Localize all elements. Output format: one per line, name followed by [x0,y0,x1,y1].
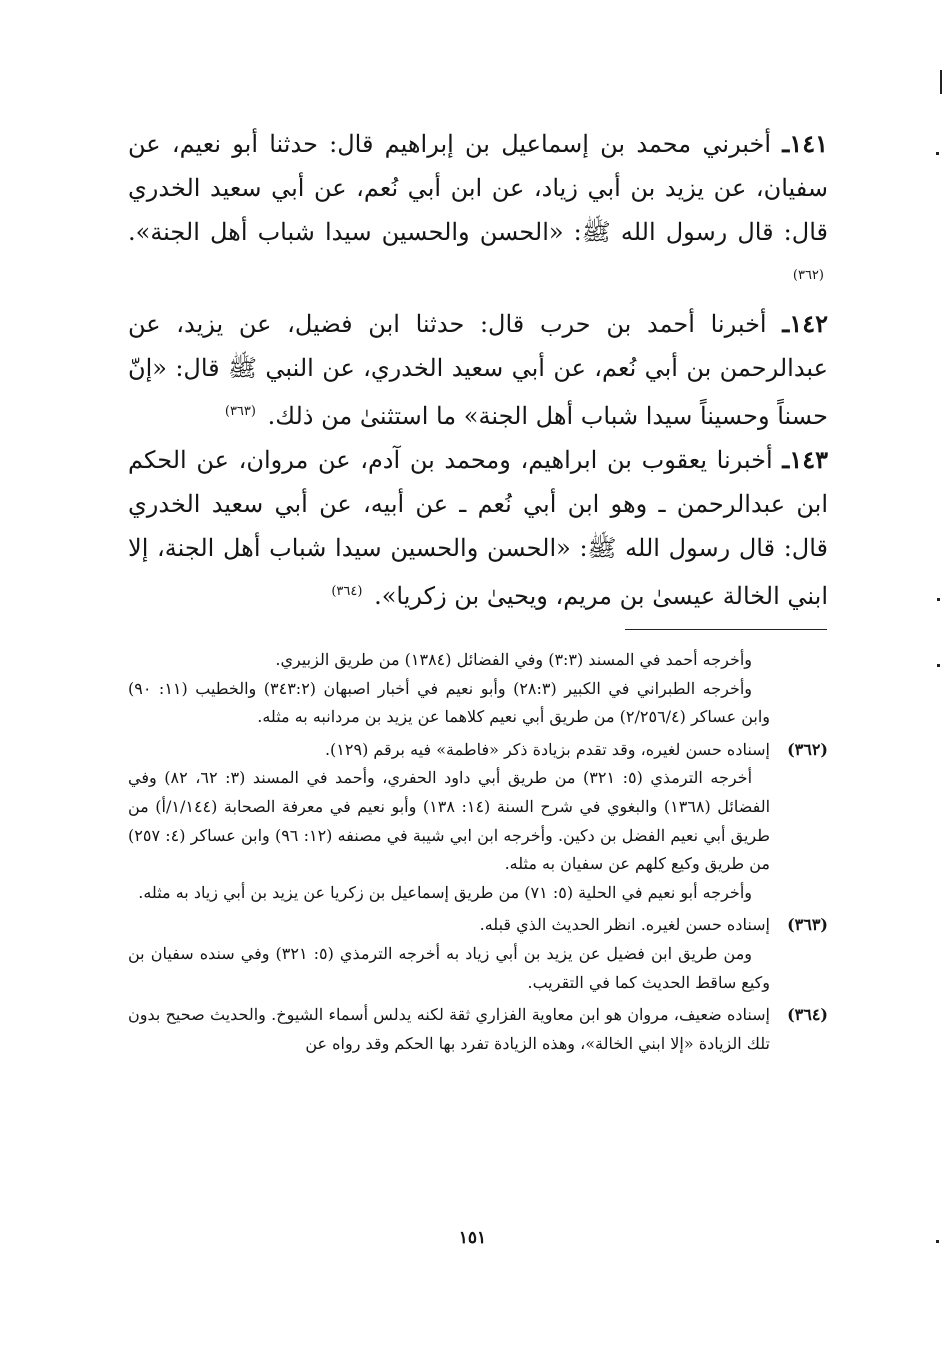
main-text-block [128,122,828,618]
hadith-number: ١٤٢ـ [782,309,828,338]
hadith-text: أخبرني محمد بن إسماعيل بن إبراهيم قال: حدثنا أبو نعيم، عن سفيان، عن يزيد بن أبي زياد، عن ابن أبي نُعم، عن أبي سعيد الخدري قال: قال رسول الله ﷺ: «الحسن والحسين سيدا شباب أهل الجنة». [128,130,829,246]
hadith-text: أخبرنا يعقوب بن ابراهيم، ومحمد بن آدم، عن مروان، عن الحكم ابن عبدالرحمن ـ وهو ابن أبي نُعم ـ عن أبيه، عن أبي سعيد الخدري قال: قال رسول الله ﷺ: «الحسن والحسين سيدا شباب أهل الجنة، إلا ابني الخالة عيسىٰ بن مريم، ويحيىٰ بن زكريا». [128,446,829,610]
footnote-paragraph: أخرجه الترمذي (٥: ٣٢١) من طريق أبي داود الحفري، وأحمد في المسند (٣: ٦٢، ٨٢) وفي الفضائل (١٣٦٨) والبغوي في شرح السنة (١٤: ١٣٨) وأبو نعيم في معرفة الصحابة (١/١٤٤/أ) من طريق أبي نعيم الفضل بن دكين. وأخرجه ابن ابي شيبة في مصنفه (١٢: ٩٦) وابن عساكر (٤: ٢٥٧) من طريق وكيع كلهم عن سفيان به مثله. [128,768,771,874]
scan-speck [937,664,940,667]
scan-speck [940,70,942,94]
footnote-paragraph: وأخرجه أبو نعيم في الحلية (٥: ٧١) من طريق إسماعيل بن زكريا عن يزيد بن أبي زياد به مثله. [138,882,752,902]
footnote-paragraph: إسناده حسن لغيره. انظر الحديث الذي قبله. [479,915,770,935]
hadith-143 [128,438,828,618]
hadith-number: ١٤١ـ [782,129,828,158]
footnote-number: (٣٦٤) [787,1005,828,1025]
footnote-paragraph: وأخرجه الطبراني في الكبير (٢٨:٣) وأبو نعيم في أخبار اصبهان (٣٤٣:٢) والخطيب (١١: ٩٠) وابن عساكر (٢/٢٥٦/٤) من طريق أبي نعيم كلاهما عن يزيد بن مردانبه به مثله. [128,678,770,727]
footnote-363 [128,911,828,997]
hadith-text: أخبرنا أحمد بن حرب قال: حدثنا ابن فضيل، عن يزيد، عن عبدالرحمن بن أبي نُعم، عن أبي سعيد الخدري، عن النبي ﷺ قال: «إنّ حسناً وحسيناً سيدا شباب أهل الجنة» ما استثنىٰ من ذلك. [128,310,828,430]
footnote-continuation [128,646,828,732]
footnotes-block [128,646,828,1058]
page-number: ١٥١ [458,1228,487,1248]
hadith-number: ١٤٣ـ [782,445,828,474]
footnote-number: (٣٦٢) [787,739,828,759]
footnote-number: (٣٦٣) [787,915,828,935]
footnote-364 [128,1001,828,1058]
footnote-reference: (٣٦٢) [792,268,824,283]
hadith-141 [128,122,828,302]
scan-speck [936,152,939,155]
scan-speck [936,1240,939,1243]
footnote-paragraph: وأخرجه أحمد في المسند (٣:٣) وفي الفضائل (١٣٨٤) من طريق الزبيري. [275,650,752,669]
footnote-reference: (٣٦٤) [331,584,363,599]
footnote-number [770,646,828,732]
footnote-paragraph: إسناده ضعيف، مروان هو ابن معاوية الفزاري ثقة لكنه يدلس أسماء الشيوخ. والحديث صحيح بدون تلك الزيادة «إلا ابني الخالة»، وهذه الزيادة تفرد بها الحكم وقد رواه عن [128,1005,770,1053]
scan-speck [937,598,940,601]
footnote-paragraph: ومن طريق ابن فضيل عن يزيد بن أبي زياد به أخرجه الترمذي (٥: ٣٢١) وفي سنده سفيان بن وكيع ساقط الحديث كما في التقريب. [128,943,770,992]
footnote-paragraph: إسناده حسن لغيره، وقد تقدم بزيادة ذكر «فاطمة» فيه برقم (١٢٩). [324,739,770,759]
hadith-142 [128,302,828,438]
footnote-divider [625,629,827,630]
footnote-362 [128,736,828,908]
footnote-reference: (٣٦٣) [224,404,256,419]
